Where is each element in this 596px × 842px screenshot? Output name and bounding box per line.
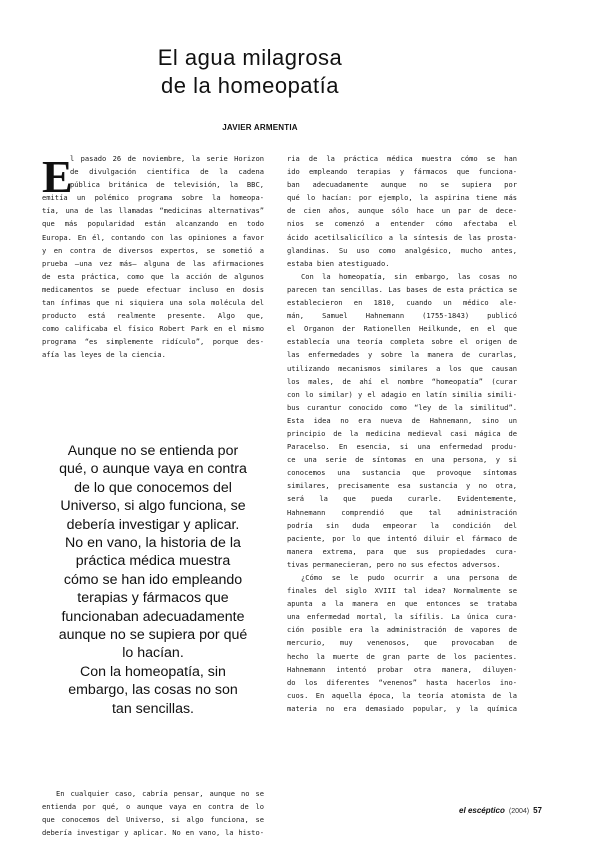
text-line: de divulgación científica de la cadena — [70, 167, 264, 177]
drop-cap: E — [42, 151, 73, 202]
text-line: el Organon der Rationellen Heilkunde, en el que — [287, 324, 517, 334]
text-line: podría sin duda empeorar la condición del — [287, 520, 517, 530]
column-right — [287, 152, 517, 715]
text-line: principio de la medicina medieval casi mágica de — [287, 428, 517, 438]
text-line: tivas permanecieran, pero no sus efectos adversos. — [287, 559, 501, 569]
text-line: Con la homeopatía, sin embargo, las cosas no — [301, 271, 517, 281]
text-line: emitía un polémico programa sobre la homeopa- — [42, 193, 264, 203]
pull-quote-line: qué, o aunque vaya en contra — [59, 461, 247, 478]
text-line: que conocemos del Universo, si algo funciona, se — [42, 815, 264, 825]
text-line: glandinas. Su uso como analgésico, mucho antes, — [287, 245, 517, 255]
text-line: producto está realmente presente. Algo que, — [42, 311, 264, 321]
pull-quote-line: práctica médica muestra — [75, 553, 231, 570]
text-line: medicamentos se puede efectuar incluso en dosis — [42, 284, 264, 294]
column-left-continued — [42, 787, 264, 839]
text-line: estaba bien atestiguado. — [287, 258, 390, 268]
text-line: como calificaba el físico Robert Park en el mismo — [42, 324, 264, 334]
pull-quote-line: aunque no se supiera por qué — [58, 627, 248, 644]
pull-quote-line: Con la homeopatía, sin — [80, 663, 226, 680]
text-line: mán, Samuel Hahnemann (1755-1843) publicó — [287, 311, 517, 321]
pull-quote-line: lo hacían. — [122, 645, 184, 662]
pull-quote — [42, 442, 264, 718]
pull-quote-line: terapias y fármacos que — [77, 590, 229, 607]
text-line: nios se comenzó a entender cómo afectaba el — [287, 219, 517, 229]
text-line: tía, una de las llamadas “medicinas alternativas” — [42, 206, 264, 216]
pull-quote-line: funcionaban adecuadamente — [61, 608, 245, 625]
text-line: ce una serie de síntomas en una persona, y si — [287, 455, 517, 465]
text-line: apunta a la manera en que entonces se trataba — [287, 599, 517, 609]
title-line: de la homeopatía — [160, 73, 340, 98]
text-line: que más popularidad están alcanzando en todo — [42, 219, 264, 229]
text-line: establecía una teoría completa sobre el origen de — [287, 337, 517, 347]
text-line: paciente, por lo que intentó diluir el fármaco de — [287, 533, 517, 543]
text-line: afía las leyes de la ciencia. — [42, 350, 166, 360]
text-line: finales del siglo XVIII tal idea? Normalmente se — [287, 586, 517, 596]
text-line: cuos. En aquella época, la teoría atomista de la — [287, 690, 517, 700]
text-line: parecen tan sencillas. Las bases de esta práctica se — [287, 284, 517, 294]
text-line: Europa. En él, contando con las opiniones a favor — [42, 232, 264, 242]
magazine-name: el escéptico — [459, 806, 505, 815]
pull-quote-line: tan sencillas. — [111, 700, 194, 717]
text-line: manera extrema, para que sus propiedades cura- — [287, 546, 517, 556]
text-line: materia no era demasiado popular, y la química — [287, 703, 517, 713]
text-line: similares, precisamente esa sustancia y no otra, — [287, 481, 517, 491]
text-line: ban adecuadamente aunque no se supiera por — [287, 180, 517, 190]
text-line: los males, de ahí el nombre “homeopatía” (curar — [287, 376, 517, 386]
text-line: debería investigar y aplicar. No en vano, la histo- — [42, 828, 264, 838]
text-line: de cien años, aunque sólo hace un par de dece- — [287, 206, 517, 216]
text-line: En cualquier caso, cabría pensar, aunque no se — [56, 789, 264, 798]
text-line: mercurio, muy venenosos, que provocaban de — [287, 638, 517, 648]
text-line: una enfermedad mortal, la sífilis. La única cura- — [287, 612, 517, 622]
text-line: qué lo hacían: por ejemplo, la aspirina tiene más — [287, 193, 517, 203]
text-line: prueba –una vez más– alguna de las afirmaciones — [42, 258, 264, 268]
text-line: de esta práctica, como que la acción de algunos — [42, 271, 264, 281]
pull-quote-line: Aunque no se entienda por — [67, 443, 239, 459]
text-line: conocemos una sustancia que provoque síntomas — [287, 468, 517, 478]
pull-quote-line: cómo se han ido empleando — [63, 571, 243, 588]
page-number: 57 — [533, 806, 542, 815]
text-line: ción posible era la administración de vapores de — [287, 625, 517, 635]
text-line: utilizando mecanismos similares a los que causan — [287, 363, 517, 373]
text-line: ácido acetilsalicílico a la síntesis de las prosta- — [287, 232, 517, 242]
text-line: Hahnemann comprendió que tal administración — [287, 507, 517, 517]
text-line: programa “es simplemente ridículo”, porque des- — [42, 337, 264, 347]
text-line: ido empleando terapias y fármacos que funciona- — [287, 167, 517, 177]
text-line: ria de la práctica médica muestra cómo se han — [287, 154, 517, 163]
column-left-intro — [42, 152, 264, 362]
pull-quote-line: Universo, si algo funciona, se — [60, 498, 246, 515]
pull-quote-line: debería investigar y aplicar. — [66, 516, 240, 533]
text-line: do los diferentes “venenos” hasta hacerlos ino- — [287, 677, 517, 687]
text-line: ¿Cómo se le pudo ocurrir a una persona de — [301, 573, 517, 582]
text-line: pública británica de televisión, la BBC, — [70, 180, 264, 190]
pull-quote-line: No en vano, la historia de la — [65, 535, 241, 552]
issue-year: (2004) — [508, 808, 530, 815]
text-line: Paracelso. En esencia, si una enfermedad produ- — [287, 442, 517, 452]
text-line: hecho la muerte de gran parte de los pacientes. — [287, 651, 517, 661]
text-line: bus curantur conocido como “ley de la similitud”. — [287, 402, 517, 412]
text-line: establecieron en 1810, cuando un médico ale- — [287, 298, 517, 308]
page-footer — [459, 806, 542, 815]
article-title — [100, 44, 400, 100]
text-line: con lo similar) y el adagio en latín similia simili- — [287, 389, 517, 399]
pull-quote-line: embargo, las cosas no son — [68, 682, 238, 699]
text-line: Esta idea no era nueva de Hahnemann, sino un — [287, 415, 517, 425]
text-line: y en contra de diversos expertos, se sometió a — [42, 245, 264, 255]
title-line: El agua milagrosa — [157, 45, 343, 70]
text-line: las enfermedades y sobre la manera de curarlas, — [287, 350, 517, 360]
text-line: l pasado 26 de noviembre, la serie Horizon — [70, 154, 264, 163]
pull-quote-line: de lo que conocemos del — [74, 479, 232, 496]
text-line: Hahnemann intentó probar otra manera, diluyen- — [287, 664, 517, 674]
text-line: será la que pueda curarle. Evidentemente, — [287, 494, 517, 504]
author-byline: JAVIER ARMENTIA — [222, 123, 298, 132]
text-line: entienda por qué, o aunque vaya en contra de lo — [42, 802, 264, 812]
text-line: tan ínfimas que ni siquiera una sola molécula del — [42, 298, 264, 308]
